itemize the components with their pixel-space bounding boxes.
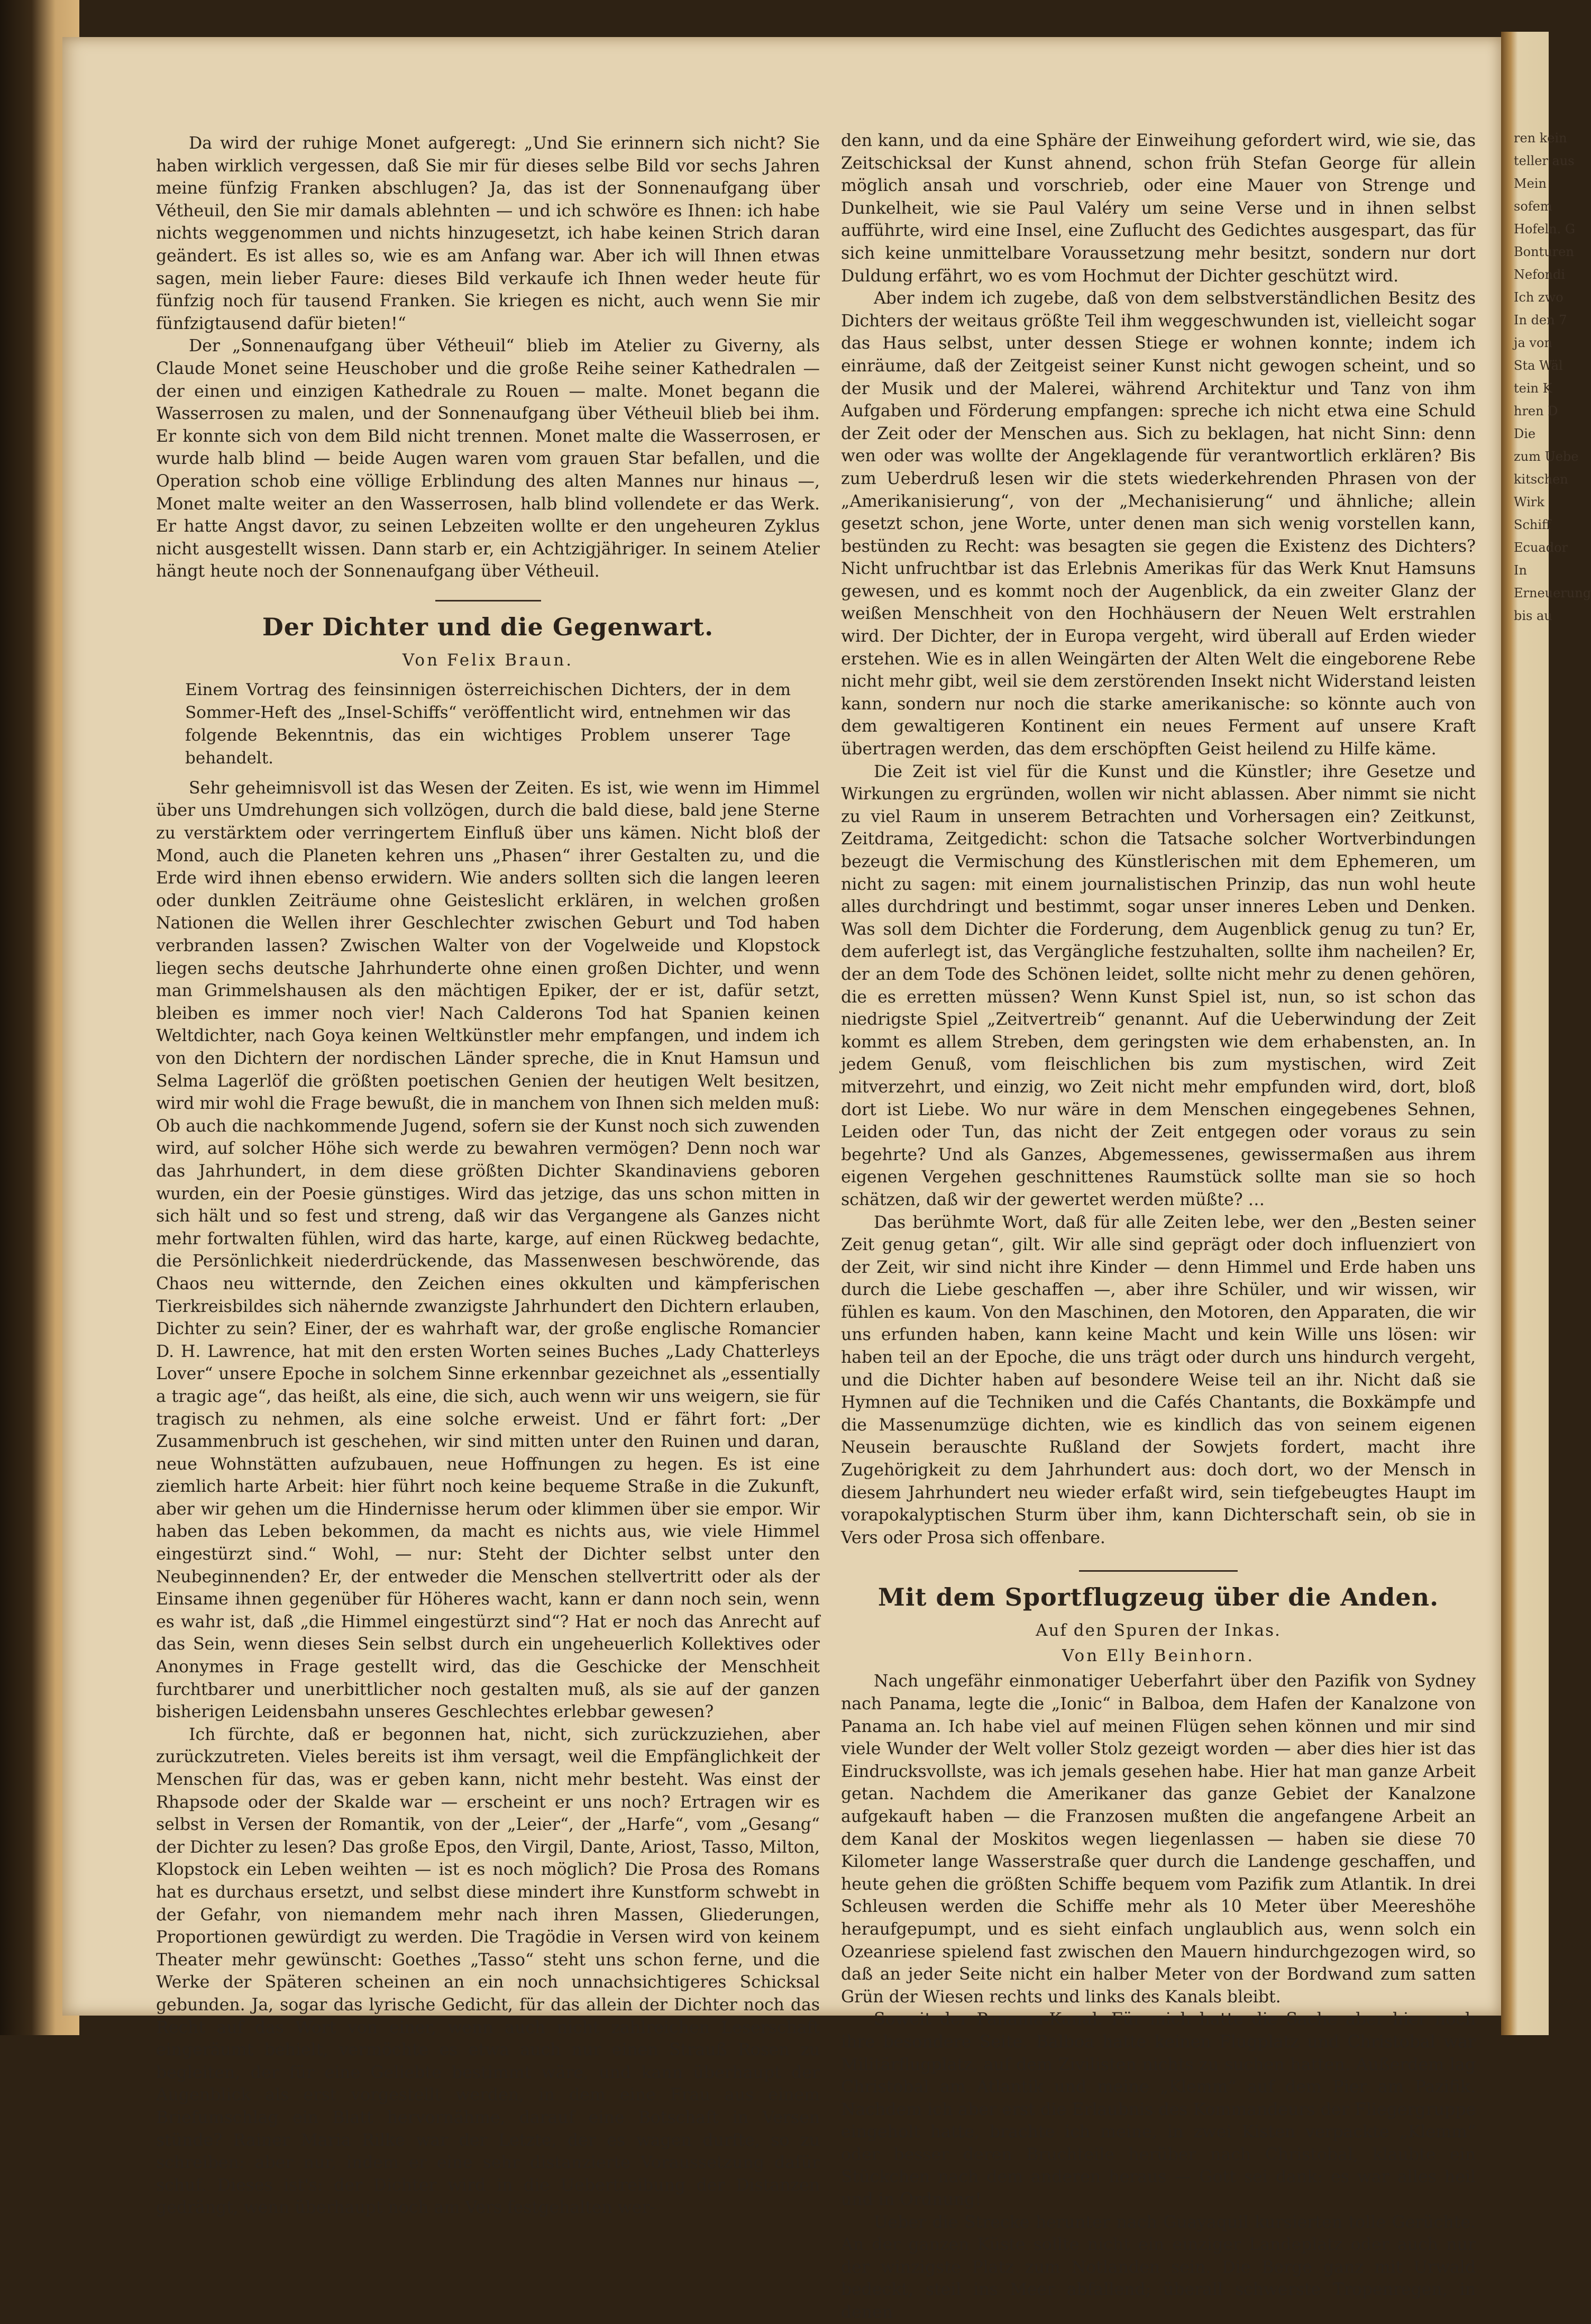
adjacent-page-edge [1501, 32, 1591, 2035]
article-title: Mit dem Sportflugzeug über die Anden. [877, 1583, 1439, 1612]
edge-fragment: Ich zwo [1514, 290, 1563, 305]
article-divider [1079, 1570, 1238, 1572]
article-subtitle: Auf den Spuren der Inkas. [1036, 1621, 1281, 1641]
article-paragraph: Ueber die Strecke herunter nach Guayaquil kursierten tolle Gerüchte. An der ganzen Küste sollte nicht ein einziger Landeplatz oder auch nur der winzigste Platz zum Notlanden sein. Die Berge ganz mit Urwald bedeckt, steil ins Meer abfallend; überall schwerste Tropenregen, in denen [841, 2212, 1476, 2322]
article-paragraph: Soweit der Panama-Kanal. Für mich hatte die Sache aber hier noch ihre besondere Seite. Balboa hatte keinen Flugplatz und Christobal war Militärflugplatz, auf dem Zivilisten nichts zu suchen hatten. Außerdem lag Christobal am Atlantik und meine „Klemm“ auf dem Pier am Pazifik. Nachdem ich aber erst die Erlaubnis des Kommandeurs der Fliegergruppe eingeholt hatte, brachte ich meine, in zwei Kisten verpackte „Klemm“ oder besser deren Bruchteile herüber nach Christobal, klaubte ein Stückchen nach dem anderen heraus — Gott sei dank: es war alles heil und in Ordnung! [841, 2010, 1476, 2210]
edge-fragment: ren kein [1514, 131, 1567, 145]
article-paragraph: Sehr geheimnisvoll ist das Wesen der Zeiten. Es ist, wie wenn im Himmel über uns Umdrehungen sich vollzögen, durch die bald diese, bald jene Sterne zu verstärktem oder verringertem Einfluß über uns kämen. Nicht bloß der Mond, auch die Planeten kehren uns „Phasen“ ihrer Gestalten zu, und die Erde wird ihnen ebenso erwidern. Wie anders sollten sich die langen leeren oder dunklen Zeiträume ohne Geisteslicht erklären, in welchen großen Nationen die Wellen ihrer Geschlechter zwischen Geburt und Tod haben verbranden lassen? Zwischen Walter von der Vogelweide und Klopstock liegen sechs deutsche Jahrhunderte ohne einen großen Dichter, und wenn man Grimmelshausen als den mächtigen Epiker, der er ist, dafür setzt, bleiben es immer noch vier! Nach Calderons Tod hat Spanien keinen Weltdichter, nach Goya keinen Weltkünstler mehr empfangen, und indem ich von den Dichtern der nordischen Länder spreche, die in Knut Hamsun und Selma Lagerlöf die größten poetischen Genien der heutigen Welt besitzen, wird mir wohl die Frage bewußt, die in manchem von Ihnen sich melden muß: Ob auch die nachkommende Jugend, sofern sie der Kunst noch sich zuwenden wird, auf solcher Höhe sich werde zu bewahren vermögen? Denn noch war das Jahrhundert, in dem diese größten Dichter Skandinaviens geboren wurden, ein der Poesie günstiges. Wird das jetzige, das uns schon mitten in sich hält und so fest und streng, daß wir das Vergangene als Ganzes nicht mehr fortwalten fühlen, wird das harte, karge, auf einen Rückweg bedachte, die Persönlichkeit niederdrückende, das Massenwesen beschwörende, das Chaos neu witternde, den Zeichen eines okkulten und kämpferischen Tierkreisbildes sich nähernde zwanzigste Jahrhundert den Dichtern erlauben, Dichter zu sein? Einer, der es wahrhaft war, der große englische Romancier D. H. Lawrence, hat mit den ersten Worten seines Buches „Lady Chatterleys Lover“ unsere Epoche in solchem Sinne erkennbar gezeichnet als „essentially a tragic age“, das heißt, als eine, die sich, auch wenn wir uns weigern, sie für tragisch zu nehmen, als eine solche erweist. Und er fährt fort: „Der Zusammenbruch ist geschehen, wir sind mitten unter den Ruinen und daran, neue Wohnstätten aufzubauen, neue Hoffnungen zu hegen. Es ist eine ziemlich harte Arbeit: hier führt noch keine bequeme Straße in die Zukunft, aber wir gehen um die Hindernisse herum oder klimmen über sie empor. Wir haben das Leben bekommen, da macht es nichts aus, wie viele Himmel eingestürzt sind.“ Wohl, — nur: Steht der Dichter selbst unter den Neubeginnenden? Er, der entweder die Menschen stellvertritt oder als der Einsame ihnen gegenüber für Höheres wacht, kann er dann noch sein, wenn es wahr ist, daß „die Himmel eingestürzt sind“? Hat er noch das Anrecht auf das Sein, wenn dieses Sein selbst durch ein ungeheuerlich Kollektives oder Anonymes in Frage gestellt wird, das die Geschicke der Menschheit furchtbarer und unerbittlicher noch gestalten muß, als sie auf der ganzen bisherigen Leidensbahn unseres Geschlechtes erlebbar gewesen? [156, 778, 820, 1722]
essay-paragraph: Aber indem ich zugebe, daß von dem selbstverständlichen Besitz des Dichters der weitaus größte Teil ihm weggeschwunden ist, vielleicht sogar das Haus selbst, unter dessen Stiege er wohnen konnte; indem ich einräume, daß der Zeitgeist seiner Kunst nicht gewogen scheint, und so der Musik und der Malerei, während Architektur und Tanz von ihm Aufgaben und Förderung empfangen: spreche ich nicht etwa eine Schuld der Zeit oder der Menschen aus. Sich zu beklagen, hat nicht Sinn: denn wen oder was wollte der Angeklagende für verantwortlich erklären? Bis zum Ueberdruß lesen wir die stets wiederkehrenden Phrasen von der „Amerikanisierung“, von der „Mechanisierung“ und ähnliche; allein gesetzt schon, jene Worte, unter denen man sich wenig vorstellen kann, bestünden zu Recht: was besagten sie gegen die Existenz des Dichters? Nicht unfruchtbar ist das Erlebnis Amerikas für das Werk Knut Hamsuns gewesen, und es kommt noch der Augenblick, da ein zweiter Glanz der weißen Menschheit von den Hochhäusern der Neuen Welt erstrahlen wird. Der Dichter, der in Europa vergeht, wird überall auf Erden wieder erstehen. Wie es in allen Weingärten der Alten Welt die eingeborene Rebe nicht mehr gibt, weil sie dem zerstörenden Insekt nicht Widerstand leisten kann, sondern nur noch die starke amerikanische: so könnte auch von dem gewaltigeren Kontinent ein neues Ferment auf unsere Kraft übertragen werden, das dem erschöpften Geist heilend zu Hilfe käme. [841, 289, 1476, 759]
article-paragraph: Nach ungefähr einmonatiger Ueberfahrt über den Pazifik von Sydney nach Panama, legte die „Ionic“ in Balboa, dem Hafen der Kanalzone von Panama an. Ich habe viel auf meinen Flügen sehen können und mir sind viele Wunder der Welt voller Stolz gezeigt worden — aber dies hier ist das Eindrucksvollste, was ich jemals gesehen habe. Hier hat man ganze Arbeit getan. Nachdem die Amerikaner das ganze Gebiet der Kanalzone aufgekauft haben — die Franzosen mußten die angefangene Arbeit an dem Kanal der Moskitos wegen liegenlassen — haben sie diese 70 Kilometer lange Wasserstraße quer durch die Landenge geschaffen, und heute gehen die größten Schiffe bequem vom Pazifik zum Atlantik. In drei Schleusen werden die Schiffe mehr als 10 Meter über Meereshöhe heraufgepumpt, und es sieht einfach unglaublich aus, wenn solch ein Ozeanriese spielend fast zwischen den Mauern hindurchgezogen wird, so daß an jeder Seite nicht ein halber Meter von der Bordwand zum satten Grün der Wiesen rechts und links des Kanals bleibt. [841, 1672, 1476, 2007]
edge-fragment: zum Uebe [1514, 449, 1579, 464]
edge-fragment: hren D [1514, 404, 1558, 418]
edge-fragment: ja von [1514, 335, 1552, 350]
edge-fragment: teller aus [1514, 153, 1575, 168]
essay-paragraph: Das berühmte Wort, daß für alle Zeiten lebe, wer den „Besten seiner Zeit genug getan“, gilt. Wir alle sind geprägt oder doch influenziert von der Zeit, wir sind nicht ihre Kinder — denn Himmel und Erde haben uns durch die Liebe geschaffen —, aber ihre Schüler, und wir wissen, wir fühlen es kaum. Von den Maschinen, den Motoren, den Apparaten, die wir uns erfunden haben, kann keine Macht und kein Wille uns lösen: wir haben teil an der Epoche, die uns trägt oder durch uns hindurch vergeht, und die Dichter haben auf besondere Weise teil an ihr. Nicht daß sie Hymnen auf die Techniken und die Cafés Chantants, die Boxkämpfe und die Massenumzüge dichten, wie es kindlich das von seinem eigenen Neusein berauschte Rußland der Sowjets fordert, macht ihre Zugehörigkeit zu dem Jahrhundert aus: doch dort, wo der Mensch in diesem Jahrhundert neu wieder erfaßt wird, sein tiefgebeugtes Haupt im vorapokalyptischen Sturm über ihm, kann Dichterschaft sein, ob sie in Vers oder Prosa sich offenbare. [841, 1213, 1476, 1547]
article-lead: Einem Vortrag des feinsinnigen österreichischen Dichters, der in dem Sommer-Heft des „Insel-Schiffs“ veröffentlicht wird, entnehmen wir das folgende Bekenntnis, das ein wichtiges Problem unserer Tage behandelt. [185, 680, 791, 768]
essay-paragraph: Die Zeit ist viel für die Kunst und die Künstler; ihre Gesetze und Wirkungen zu ergründen, wollen wir nicht ablassen. Aber nimmt sie nicht zu viel Raum in unserem Betrachten und Vorhersagen ein? Zeitkunst, Zeitdrama, Zeitgedicht: schon die Tatsache solcher Wortverbindungen bezeugt die Vermischung des Künstlerischen mit dem Ephemeren, um nicht zu sagen: mit einem journalistischen Prinzip, das nun wohl heute alles durchdringt und bestimmt, sogar unser inneres Leben und Denken. Was soll dem Dichter die Forderung, dem Augenblick genug zu tun? Er, dem auferlegt ist, das Vergängliche festzuhalten, sollte ihm nacheilen? Er, der an dem Tode des Schönen leidet, sollte nicht mehr zu denen gehören, die es erretten müssen? Wenn Kunst Spiel ist, nun, so ist schon das niedrigste Spiel „Zeitvertreib“ genannt. Auf die Ueberwindung der Zeit kommt es allem Streben, dem geringsten wie dem erhabensten, an. In jedem Genuß, vom fleischlichen bis zum mystischen, wird Zeit mitverzehrt, und einzig, wo Zeit nicht mehr empfunden wird, dort, bloß dort ist Liebe. Wo nur wäre in dem Menschen eingegebenes Sehnen, Leiden oder Tun, das nicht der Zeit entgegen oder voraus zu sein begehrte? Und als Ganzes, Abgemessenes, gewissermaßen aus ihrem eigenen Vergehen geschnittenes Raumstück sollte man sie so hoch schätzen, daß wir der gewertet werden müßte? … [841, 762, 1476, 1209]
edge-fragment: Schiff [1514, 517, 1551, 532]
article-title: Der Dichter und die Gegenwart. [262, 612, 714, 641]
edge-fragment: Mein [1514, 176, 1547, 191]
continued-paragraph: den kann, und da eine Sphäre der Einweihung gefordert wird, wie sie, das Zeitschicksal der Kunst ahnend, schon früh Stefan George für allein möglich ansah und vorschrieb, oder eine Mauer von Strenge und Dunkelheit, wie sie Paul Valéry um seine Verse und in ihnen selbst aufführte, wird eine Insel, eine Zuflucht des Gedichtes ausgespart, das für sich keine unmittelbare Voraussetzung mehr besitzt, sondern nur dort Duldung erfährt, wo es vom Hochmut der Dichter geschützt wird. [841, 131, 1476, 286]
edge-fragment: Hofeln. G [1514, 222, 1576, 236]
monet-paragraph-2: Der „Sonnenaufgang über Vétheuil“ blieb im Atelier zu Giverny, als Claude Monet seine Heuschober und die große Reihe seiner Kathedralen — der einen und einzigen Kathedrale zu Rouen — malte. Monet begann die Wasserrosen zu malen, und der Sonnenaufgang über Vétheuil blieb bei ihm. Er konnte sich von dem Bild nicht trennen. Monet malte die Wasserrosen, er wurde halb blind — beide Augen waren vom grauen Star befallen, und die Operation schob eine völlige Erblindung des alten Mannes nur hinaus —, Monet malte weiter an den Wasserrosen, halb blind vollendete er das Werk. Er hatte Angst davor, zu seinen Lebzeiten wollte er den ungeheuren Zyklus nicht ausgestellt wissen. Dann starb er, ein Achtzigjähriger. In seinem Atelier hängt heute noch der Sonnenaufgang über Vétheuil. [156, 336, 820, 581]
edge-fragment: Wirk [1514, 495, 1544, 509]
right-column [841, 130, 1476, 2324]
edge-fragment: Ecuador [1514, 540, 1568, 555]
edge-fragment: In [1514, 563, 1527, 578]
edge-fragment: sofem [1514, 199, 1552, 214]
edge-fragment: kitschen [1514, 472, 1568, 487]
article-byline: Von Felix Braun. [402, 650, 574, 670]
edge-fragment: Sta Wäl [1514, 358, 1563, 373]
edge-fragment: Die [1514, 426, 1536, 441]
edge-fragment: bis au [1514, 608, 1552, 623]
article-paragraph: Ich fürchte, daß er begonnen hat, nicht, sich zurückzuziehen, aber zurückzutreten. Vieles bereits ist ihm versagt, weil die Empfänglichkeit der Menschen für das, was er geben kann, nicht mehr besteht. Was einst der Rhapsode oder der Skalde war — erscheint er uns noch? Ertragen wir es selbst in Versen der Romantik, von der „Leier“, der „Harfe“, vom „Gesang“ der Dichter zu lesen? Das große Epos, den Virgil, Dante, Ariost, Tasso, Milton, Klopstock ein Leben weihten — ist es noch möglich? Die Prosa des Romans hat es durchaus ersetzt, und selbst diese mindert ihre Kunstform schwebt in der Gefahr, von niemandem mehr nach ihren Massen, Gliederungen, Proportionen gewürdigt zu werden. Die Tragödie in Versen wird von keinem Theater mehr gewünscht: Goethes „Tasso“ steht uns schon ferne, und die Werke der Späteren scheinen an ein noch unnachsichtigeres Schicksal gebunden. Ja, sogar das lyrische Gedicht, für das allein der Dichter noch das Recht auf das Wort von einer, wenn auch nicht zahlreichen Leserschaft eingeräumt behielt, vermöchte es etwa auch nur einen Strauß Rosen zu begleiten, der für eine Geliebte bestimmt wäre, und kann überhaupt der Augenblick als erst vorgestellt werden, in dem eine Frau aus einem Briefumschlag ein Blatt hervornähme, darauf eine Botschaft in Versen stünde? Rainer Maria Rilke war der Letzte, der es wagen durfte, so zu schreiben: aber nur, indem er eine sehr distanzierte Voraussetzung dafür schuf. Dieses ist's: der Dichter wird in die Uebertreibung der Distanzen gedrängt, wenn überhaupt noch am Vers festgehalten wer- [156, 1725, 820, 2218]
edge-fragment: Erneuerung [1514, 586, 1591, 600]
left-column [156, 132, 820, 2219]
adjacent-page-fragments [1514, 127, 1591, 627]
monet-paragraph-1: Da wird der ruhige Monet aufgeregt: „Und Sie erinnern sich nicht? Sie haben wirklich vergessen, daß Sie mir für dieses selbe Bild vor sechs Jahren meine fünfzig Franken abschlugen? Ja, das ist der Sonnenaufgang über Vétheuil, den Sie mir damals ablehnten — und ich schwöre es Ihnen: ich habe nichts weggenommen und nichts hinzugesetzt, ich habe keinen Strich daran geändert. Es ist alles so, wie es am Anfang war. Aber ich will Ihnen etwas sagen, mein lieber Faure: dieses Bild verkaufe ich Ihnen weder heute für fünfzig noch für tausend Franken. Sie kriegen es nicht, auch wenn Sie mir fünfzigtausend dafür bieten!“ [156, 134, 820, 333]
edge-fragment: Bonturen [1514, 244, 1574, 259]
edge-fragment: tein K [1514, 381, 1552, 396]
article-byline: Von Elly Beinhorn. [1062, 1646, 1255, 1666]
edge-fragment: Nefondi [1514, 267, 1566, 282]
edge-fragment: In den 7 [1514, 313, 1567, 327]
article-divider [435, 600, 541, 601]
